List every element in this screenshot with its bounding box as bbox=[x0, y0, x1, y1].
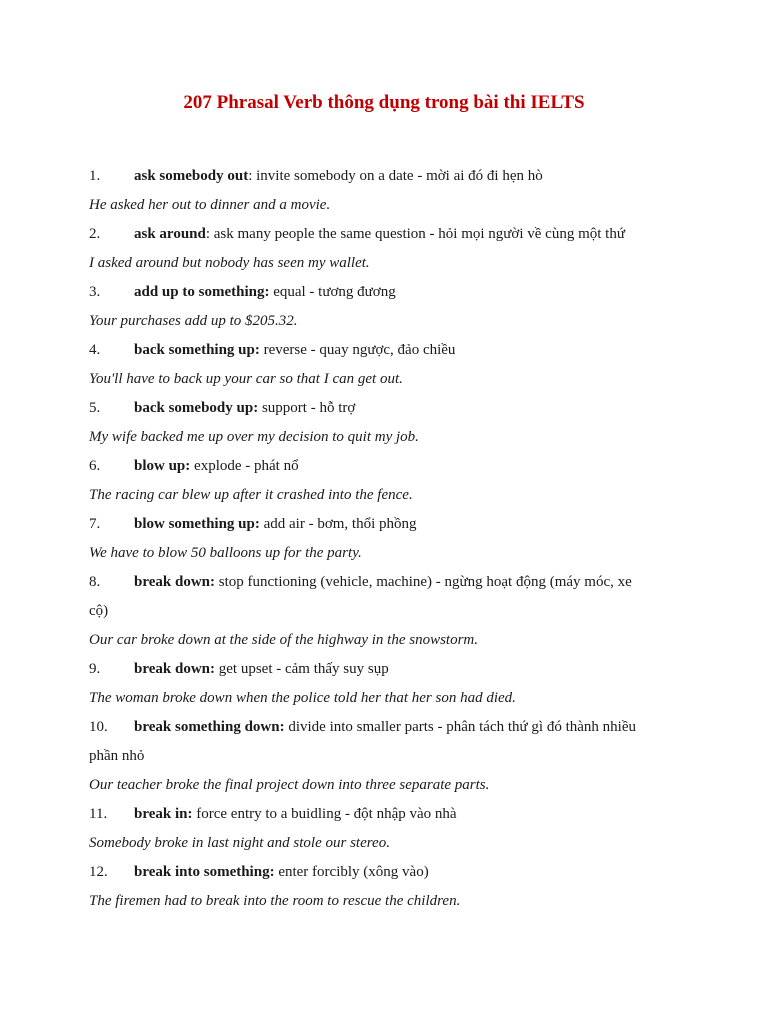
entry-example: You'll have to back up your car so that I can get out. bbox=[89, 371, 403, 387]
entry-term: blow something up: bbox=[134, 516, 260, 532]
entry-number: 5. bbox=[89, 400, 101, 416]
entry-line bbox=[89, 568, 689, 597]
entry-definition: stop functioning (vehicle, machine) - ngừng hoạt động (máy móc, xe bbox=[215, 574, 632, 590]
entry-definition: get upset - cảm thấy suy sụp bbox=[215, 661, 389, 677]
entry-line bbox=[89, 713, 689, 742]
entry-example: Your purchases add up to $205.32. bbox=[89, 313, 298, 329]
entry-number: 2. bbox=[89, 226, 101, 242]
entry-line bbox=[89, 800, 689, 829]
entry-definition: support - hỗ trợ bbox=[258, 400, 356, 416]
entry-definition: explode - phát nổ bbox=[190, 458, 299, 474]
entry-number: 3. bbox=[89, 284, 101, 300]
entry-definition: enter forcibly (xông vào) bbox=[274, 864, 429, 880]
entry-term: break into something: bbox=[134, 864, 275, 880]
entry-example: My wife backed me up over my decision to quit my job. bbox=[89, 429, 419, 445]
entry-number: 11. bbox=[89, 806, 108, 822]
entry-example: He asked her out to dinner and a movie. bbox=[89, 197, 331, 213]
entry-line bbox=[89, 220, 689, 249]
document-title: 207 Phrasal Verb thông dụng trong bài thi IELTS bbox=[183, 92, 585, 113]
entry-definition: divide into smaller parts - phân tách thứ gì đó thành nhiều bbox=[284, 719, 636, 735]
phrasal-verb-list bbox=[89, 162, 689, 916]
entry-definition: add air - bơm, thổi phồng bbox=[259, 516, 417, 532]
entry-term: add up to something: bbox=[134, 284, 270, 300]
entry-definition-continued: phần nhỏ bbox=[89, 748, 145, 764]
entry-example: Somebody broke in last night and stole our stereo. bbox=[89, 835, 390, 851]
entry-term: ask around bbox=[134, 226, 206, 242]
entry-definition: : ask many people the same question - hỏi mọi người về cùng một thứ bbox=[205, 226, 625, 242]
entry-term: back something up: bbox=[134, 342, 260, 358]
entry-example: We have to blow 50 balloons up for the party. bbox=[89, 545, 362, 561]
entry-line bbox=[89, 858, 689, 887]
entry-example: The woman broke down when the police told her that her son had died. bbox=[89, 690, 516, 706]
entry-example: The firemen had to break into the room to rescue the children. bbox=[89, 893, 461, 909]
entry-term: back somebody up: bbox=[134, 400, 259, 416]
entry-definition: equal - tương đương bbox=[269, 284, 396, 300]
entry-example: Our teacher broke the final project down into three separate parts. bbox=[89, 777, 490, 793]
entry-number: 8. bbox=[89, 574, 101, 590]
entry-line bbox=[89, 452, 689, 481]
entry-definition: reverse - quay ngược, đảo chiều bbox=[259, 342, 456, 358]
entry-number: 6. bbox=[89, 458, 101, 474]
entry-number: 1. bbox=[89, 168, 101, 184]
entry-example: The racing car blew up after it crashed into the fence. bbox=[89, 487, 413, 503]
entry-term: break something down: bbox=[134, 719, 285, 735]
entry-example: Our car broke down at the side of the highway in the snowstorm. bbox=[89, 632, 479, 648]
entry-term: break down: bbox=[134, 661, 215, 677]
entry-line bbox=[89, 336, 689, 365]
entry-example: I asked around but nobody has seen my wallet. bbox=[89, 255, 370, 271]
entry-term: ask somebody out bbox=[134, 168, 249, 184]
entry-line bbox=[89, 510, 689, 539]
entry-line bbox=[89, 278, 689, 307]
entry-term: break in: bbox=[134, 806, 193, 822]
entry-term: break down: bbox=[134, 574, 215, 590]
entry-definition: : invite somebody on a date - mời ai đó đi hẹn hò bbox=[248, 168, 543, 184]
entry-number: 10. bbox=[89, 719, 108, 735]
entry-number: 9. bbox=[89, 661, 101, 677]
entry-number: 4. bbox=[89, 342, 101, 358]
entry-line bbox=[89, 394, 689, 423]
entry-definition: force entry to a buidling - đột nhập vào nhà bbox=[192, 806, 457, 822]
entry-number: 7. bbox=[89, 516, 101, 532]
entry-definition-continued: cộ) bbox=[89, 603, 109, 619]
entry-line bbox=[89, 655, 689, 684]
entry-term: blow up: bbox=[134, 458, 191, 474]
entry-line bbox=[89, 162, 689, 191]
entry-number: 12. bbox=[89, 864, 108, 880]
